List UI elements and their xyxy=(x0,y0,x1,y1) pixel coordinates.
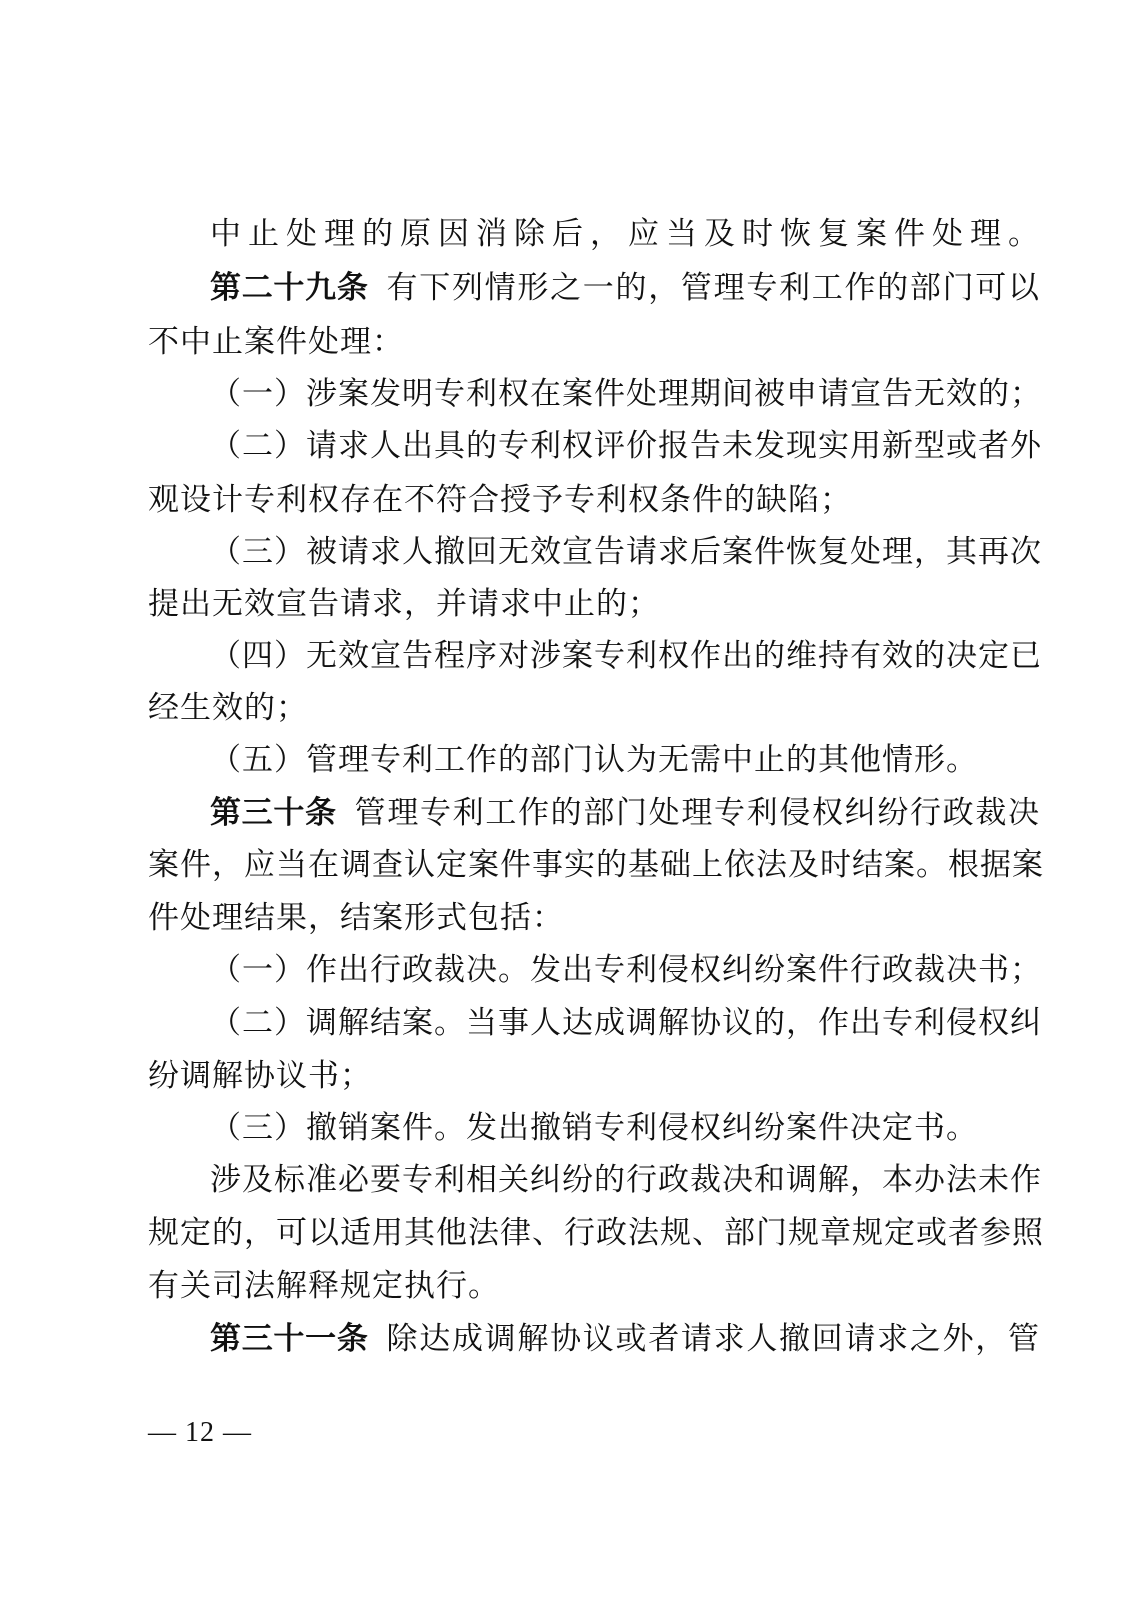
list-item xyxy=(148,526,1040,578)
text-line xyxy=(148,316,978,368)
text-line xyxy=(148,839,1044,891)
article-line xyxy=(148,1313,1040,1365)
line-text: （二）请求人出具的专利权评价报告未发现实用新型或者外 xyxy=(210,428,1042,464)
text-line xyxy=(148,1154,1040,1206)
text-line xyxy=(148,1260,978,1312)
line-text: 有关司法解释规定执行。 xyxy=(148,1268,500,1304)
page-number: — 12 — xyxy=(148,1417,252,1448)
list-item xyxy=(148,734,1040,786)
line-text: （一）涉案发明专利权在案件处理期间被申请宣告无效的； xyxy=(210,376,1042,412)
text-line xyxy=(148,892,978,944)
line-text: 管理专利工作的部门处理专利侵权纠纷行政裁决 xyxy=(354,795,1041,831)
text-line xyxy=(148,208,1040,260)
line-text: 提出无效宣告请求，并请求中止的； xyxy=(148,586,660,622)
list-item xyxy=(148,420,1040,472)
line-text: 案件，应当在调查认定案件事实的基础上依法及时结案。根据案 xyxy=(148,847,1044,883)
line-text: 观设计专利权存在不符合授予专利权条件的缺陷； xyxy=(148,482,852,518)
line-text: 有下列情形之一的，管理专利工作的部门可以 xyxy=(386,270,1041,306)
article-line xyxy=(148,787,1040,839)
list-item xyxy=(148,1102,1040,1154)
line-text: （二）调解结案。当事人达成调解协议的，作出专利侵权纠 xyxy=(210,1005,1042,1041)
list-item xyxy=(148,944,1040,996)
line-text: （三）撤销案件。发出撤销专利侵权纠纷案件决定书。 xyxy=(210,1110,978,1146)
text-line xyxy=(148,682,978,734)
article-line xyxy=(148,262,1040,314)
text-line xyxy=(148,1207,1044,1259)
list-item xyxy=(148,997,1040,1049)
line-text: （五）管理专利工作的部门认为无需中止的其他情形。 xyxy=(210,742,978,778)
line-text: 涉及标准必要专利相关纠纷的行政裁决和调解，本办法未作 xyxy=(210,1162,1042,1198)
text-line xyxy=(148,578,978,630)
article-heading: 第三十一条 xyxy=(210,1321,369,1357)
line-text: 中止处理的原因消除后，应当及时恢复案件处理。 xyxy=(210,216,1040,252)
line-text: 不中止案件处理： xyxy=(148,324,404,360)
text-line xyxy=(148,1050,978,1102)
list-item xyxy=(148,368,1040,420)
line-text: 件处理结果，结案形式包括： xyxy=(148,900,564,936)
line-text: （三）被请求人撤回无效宣告请求后案件恢复处理，其再次 xyxy=(210,534,1042,570)
text-line xyxy=(148,474,978,526)
line-text: 经生效的； xyxy=(148,690,308,726)
line-text: （一）作出行政裁决。发出专利侵权纠纷案件行政裁决书； xyxy=(210,952,1042,988)
line-text: 纷调解协议书； xyxy=(148,1058,372,1094)
line-text: 规定的，可以适用其他法律、行政法规、部门规章规定或者参照 xyxy=(148,1215,1044,1251)
article-heading: 第三十条 xyxy=(210,795,337,831)
list-item xyxy=(148,630,1040,682)
line-text: 除达成调解协议或者请求人撤回请求之外，管 xyxy=(386,1321,1041,1357)
line-text: （四）无效宣告程序对涉案专利权作出的维持有效的决定已 xyxy=(210,638,1042,674)
article-heading: 第二十九条 xyxy=(210,270,369,306)
